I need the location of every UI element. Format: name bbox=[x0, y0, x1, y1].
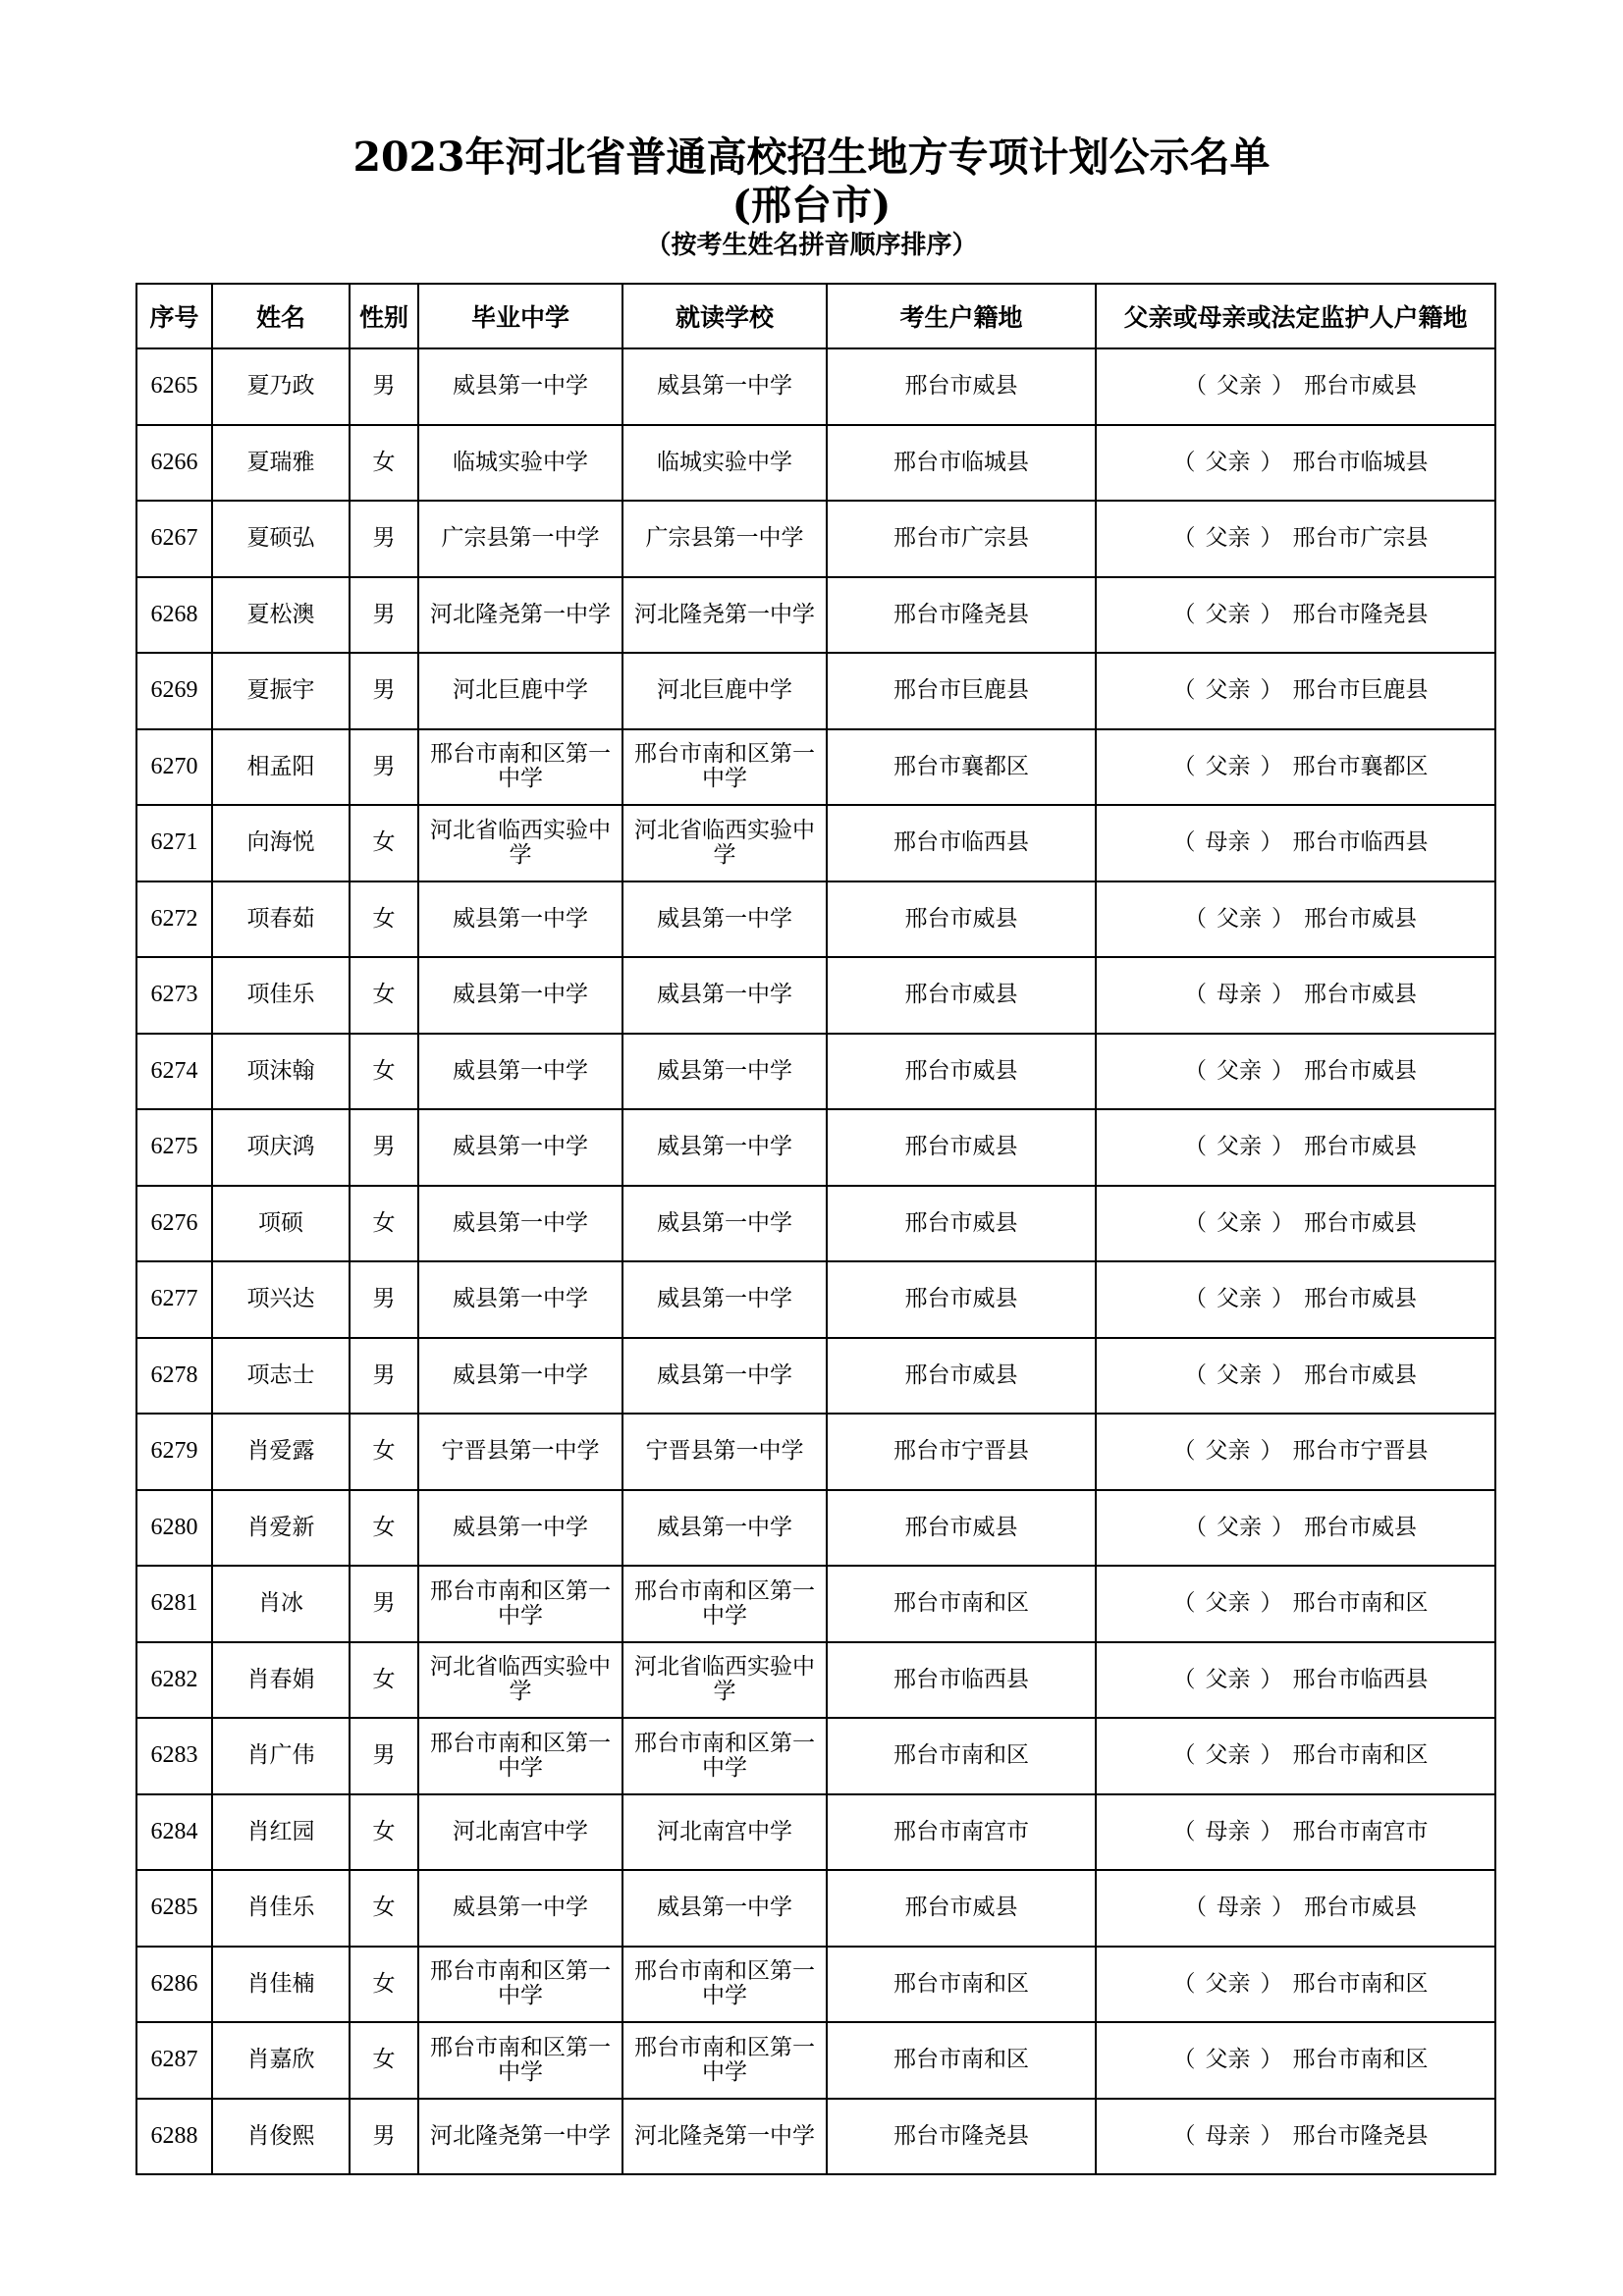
guardian-place: 邢台市南和区 bbox=[1292, 1742, 1429, 1769]
cell-gender: 男 bbox=[350, 348, 418, 425]
cell-name: 肖嘉欣 bbox=[212, 2022, 350, 2099]
cell-gender: 女 bbox=[350, 805, 418, 881]
cell-guardian-hukou: （ 母亲 ） 邢台市南宫市 bbox=[1096, 1794, 1495, 1871]
cell-seq: 6285 bbox=[136, 1870, 212, 1947]
guardian-relation: 父亲 bbox=[1205, 1742, 1251, 1769]
table-row bbox=[136, 729, 1495, 806]
cell-seq: 6270 bbox=[136, 729, 212, 806]
cell-name: 夏硕弘 bbox=[212, 501, 350, 577]
cell-gender: 男 bbox=[350, 1566, 418, 1642]
cell-gender: 男 bbox=[350, 653, 418, 729]
guardian-place: 邢台市南和区 bbox=[1292, 1590, 1429, 1617]
cell-seq: 6286 bbox=[136, 1947, 212, 2023]
cell-seq: 6273 bbox=[136, 957, 212, 1034]
cell-gender: 男 bbox=[350, 577, 418, 654]
cell-hukou: 邢台市临西县 bbox=[827, 805, 1096, 881]
cell-grad-school: 邢台市南和区第一中学 bbox=[418, 1947, 622, 2023]
cell-study-school: 河北省临西实验中学 bbox=[622, 805, 827, 881]
guardian-relation: 父亲 bbox=[1205, 2047, 1251, 2073]
table-row bbox=[136, 501, 1495, 577]
header-gender: 性别 bbox=[350, 284, 418, 348]
cell-gender: 女 bbox=[350, 1794, 418, 1871]
header-name: 姓名 bbox=[212, 284, 350, 348]
cell-study-school: 威县第一中学 bbox=[622, 1034, 827, 1110]
cell-hukou: 邢台市临西县 bbox=[827, 1642, 1096, 1719]
cell-grad-school: 河北南宫中学 bbox=[418, 1794, 622, 1871]
cell-name: 肖广伟 bbox=[212, 1718, 350, 1794]
guardian-place: 邢台市威县 bbox=[1304, 1362, 1417, 1388]
cell-study-school: 威县第一中学 bbox=[622, 1109, 827, 1186]
cell-guardian-hukou: （ 父亲 ） 邢台市南和区 bbox=[1096, 1947, 1495, 2023]
cell-grad-school: 河北巨鹿中学 bbox=[418, 653, 622, 729]
cell-seq: 6280 bbox=[136, 1490, 212, 1567]
cell-gender: 女 bbox=[350, 1186, 418, 1262]
cell-grad-school: 威县第一中学 bbox=[418, 1034, 622, 1110]
cell-hukou: 邢台市隆尧县 bbox=[827, 2099, 1096, 2175]
cell-guardian-hukou: （ 父亲 ） 邢台市南和区 bbox=[1096, 2022, 1495, 2099]
cell-seq: 6284 bbox=[136, 1794, 212, 1871]
guardian-relation: 父亲 bbox=[1205, 677, 1251, 704]
table-row bbox=[136, 881, 1495, 958]
cell-hukou: 邢台市广宗县 bbox=[827, 501, 1096, 577]
header-hukou: 考生户籍地 bbox=[827, 284, 1096, 348]
sort-note: （按考生姓名拼音顺序排序） bbox=[645, 231, 978, 260]
cell-hukou: 邢台市隆尧县 bbox=[827, 577, 1096, 654]
cell-seq: 6265 bbox=[136, 348, 212, 425]
cell-gender: 女 bbox=[350, 1414, 418, 1490]
cell-grad-school: 邢台市南和区第一中学 bbox=[418, 1718, 622, 1794]
cell-seq: 6277 bbox=[136, 1261, 212, 1338]
header-guardian-hukou: 父亲或母亲或法定监护人户籍地 bbox=[1096, 284, 1495, 348]
guardian-place: 邢台市威县 bbox=[1304, 1209, 1417, 1236]
cell-hukou: 邢台市南宫市 bbox=[827, 1794, 1096, 1871]
cell-study-school: 宁晋县第一中学 bbox=[622, 1414, 827, 1490]
cell-name: 夏瑞雅 bbox=[212, 425, 350, 502]
cell-guardian-hukou: （ 父亲 ） 邢台市威县 bbox=[1096, 1109, 1495, 1186]
guardian-relation: 父亲 bbox=[1217, 1057, 1262, 1084]
cell-guardian-hukou: （ 母亲 ） 邢台市隆尧县 bbox=[1096, 2099, 1495, 2175]
table-row bbox=[136, 957, 1495, 1034]
guardian-place: 邢台市威县 bbox=[1304, 1286, 1417, 1312]
guardian-place: 邢台市威县 bbox=[1304, 1514, 1417, 1540]
admission-list-table bbox=[135, 283, 1496, 2175]
guardian-place: 邢台市宁晋县 bbox=[1292, 1438, 1429, 1465]
guardian-place: 邢台市巨鹿县 bbox=[1292, 677, 1429, 704]
table-row bbox=[136, 1794, 1495, 1871]
cell-seq: 6267 bbox=[136, 501, 212, 577]
table-row bbox=[136, 1947, 1495, 2023]
guardian-place: 邢台市隆尧县 bbox=[1292, 2122, 1429, 2149]
cell-grad-school: 河北省临西实验中学 bbox=[418, 1642, 622, 1719]
guardian-relation: 父亲 bbox=[1217, 373, 1262, 400]
cell-seq: 6278 bbox=[136, 1338, 212, 1415]
cell-name: 向海悦 bbox=[212, 805, 350, 881]
guardian-relation: 父亲 bbox=[1217, 1362, 1262, 1388]
cell-gender: 男 bbox=[350, 1718, 418, 1794]
cell-seq: 6288 bbox=[136, 2099, 212, 2175]
guardian-relation: 父亲 bbox=[1217, 1514, 1262, 1540]
cell-seq: 6276 bbox=[136, 1186, 212, 1262]
cell-name: 肖佳楠 bbox=[212, 1947, 350, 2023]
guardian-relation: 父亲 bbox=[1205, 1970, 1251, 1997]
cell-study-school: 威县第一中学 bbox=[622, 1870, 827, 1947]
cell-name: 肖冰 bbox=[212, 1566, 350, 1642]
cell-guardian-hukou: （ 父亲 ） 邢台市威县 bbox=[1096, 881, 1495, 958]
guardian-relation: 父亲 bbox=[1205, 449, 1251, 475]
cell-gender: 男 bbox=[350, 1338, 418, 1415]
cell-study-school: 威县第一中学 bbox=[622, 1490, 827, 1567]
table-row bbox=[136, 1490, 1495, 1567]
guardian-relation: 母亲 bbox=[1205, 2122, 1251, 2149]
cell-name: 项硕 bbox=[212, 1186, 350, 1262]
cell-study-school: 邢台市南和区第一中学 bbox=[622, 2022, 827, 2099]
header-grad-school: 毕业中学 bbox=[418, 284, 622, 348]
cell-seq: 6283 bbox=[136, 1718, 212, 1794]
table-row bbox=[136, 653, 1495, 729]
cell-grad-school: 邢台市南和区第一中学 bbox=[418, 2022, 622, 2099]
header-seq: 序号 bbox=[136, 284, 212, 348]
cell-grad-school: 威县第一中学 bbox=[418, 957, 622, 1034]
cell-guardian-hukou: （ 父亲 ） 邢台市威县 bbox=[1096, 348, 1495, 425]
table-row bbox=[136, 2022, 1495, 2099]
guardian-relation: 母亲 bbox=[1205, 1818, 1251, 1844]
cell-hukou: 邢台市南和区 bbox=[827, 1718, 1096, 1794]
guardian-place: 邢台市南宫市 bbox=[1292, 1818, 1429, 1844]
cell-grad-school: 威县第一中学 bbox=[418, 1186, 622, 1262]
cell-name: 项庆鸿 bbox=[212, 1109, 350, 1186]
cell-seq: 6279 bbox=[136, 1414, 212, 1490]
cell-study-school: 广宗县第一中学 bbox=[622, 501, 827, 577]
table-header-row bbox=[136, 284, 1495, 348]
cell-name: 肖红园 bbox=[212, 1794, 350, 1871]
cell-name: 相孟阳 bbox=[212, 729, 350, 806]
cell-study-school: 威县第一中学 bbox=[622, 1186, 827, 1262]
cell-hukou: 邢台市威县 bbox=[827, 957, 1096, 1034]
cell-grad-school: 威县第一中学 bbox=[418, 1490, 622, 1567]
cell-guardian-hukou: （ 父亲 ） 邢台市临西县 bbox=[1096, 1642, 1495, 1719]
guardian-relation: 母亲 bbox=[1205, 829, 1251, 856]
cell-name: 肖爱露 bbox=[212, 1414, 350, 1490]
cell-gender: 男 bbox=[350, 729, 418, 806]
cell-hukou: 邢台市威县 bbox=[827, 1034, 1096, 1110]
guardian-place: 邢台市广宗县 bbox=[1292, 525, 1429, 552]
cell-gender: 女 bbox=[350, 2022, 418, 2099]
cell-grad-school: 邢台市南和区第一中学 bbox=[418, 1566, 622, 1642]
cell-hukou: 邢台市威县 bbox=[827, 1186, 1096, 1262]
table-row bbox=[136, 425, 1495, 502]
guardian-relation: 父亲 bbox=[1217, 905, 1262, 932]
guardian-place: 邢台市威县 bbox=[1304, 1057, 1417, 1084]
cell-name: 肖佳乐 bbox=[212, 1870, 350, 1947]
guardian-relation: 母亲 bbox=[1217, 982, 1262, 1008]
cell-grad-school: 广宗县第一中学 bbox=[418, 501, 622, 577]
cell-name: 夏松澳 bbox=[212, 577, 350, 654]
cell-study-school: 威县第一中学 bbox=[622, 1261, 827, 1338]
table-row bbox=[136, 1566, 1495, 1642]
guardian-relation: 父亲 bbox=[1205, 753, 1251, 779]
cell-study-school: 威县第一中学 bbox=[622, 1338, 827, 1415]
cell-guardian-hukou: （ 父亲 ） 邢台市南和区 bbox=[1096, 1566, 1495, 1642]
cell-seq: 6271 bbox=[136, 805, 212, 881]
table-row bbox=[136, 1109, 1495, 1186]
cell-name: 夏乃政 bbox=[212, 348, 350, 425]
guardian-relation: 父亲 bbox=[1217, 1209, 1262, 1236]
cell-study-school: 邢台市南和区第一中学 bbox=[622, 729, 827, 806]
cell-gender: 女 bbox=[350, 881, 418, 958]
guardian-place: 邢台市南和区 bbox=[1292, 1970, 1429, 1997]
guardian-relation: 母亲 bbox=[1217, 1895, 1262, 1921]
cell-name: 项沫翰 bbox=[212, 1034, 350, 1110]
guardian-relation: 父亲 bbox=[1217, 1286, 1262, 1312]
cell-guardian-hukou: （ 母亲 ） 邢台市威县 bbox=[1096, 1870, 1495, 1947]
cell-gender: 女 bbox=[350, 957, 418, 1034]
cell-hukou: 邢台市宁晋县 bbox=[827, 1414, 1096, 1490]
cell-hukou: 邢台市南和区 bbox=[827, 1947, 1096, 2023]
cell-seq: 6282 bbox=[136, 1642, 212, 1719]
cell-guardian-hukou: （ 父亲 ） 邢台市南和区 bbox=[1096, 1718, 1495, 1794]
cell-name: 肖爱新 bbox=[212, 1490, 350, 1567]
table-row bbox=[136, 1261, 1495, 1338]
guardian-place: 邢台市威县 bbox=[1304, 1895, 1417, 1921]
cell-gender: 男 bbox=[350, 1109, 418, 1186]
cell-guardian-hukou: （ 父亲 ） 邢台市巨鹿县 bbox=[1096, 653, 1495, 729]
guardian-place: 邢台市临西县 bbox=[1292, 829, 1429, 856]
cell-grad-school: 邢台市南和区第一中学 bbox=[418, 729, 622, 806]
cell-hukou: 邢台市南和区 bbox=[827, 2022, 1096, 2099]
cell-guardian-hukou: （ 父亲 ） 邢台市临城县 bbox=[1096, 425, 1495, 502]
cell-hukou: 邢台市威县 bbox=[827, 881, 1096, 958]
cell-grad-school: 威县第一中学 bbox=[418, 1870, 622, 1947]
guardian-place: 邢台市襄都区 bbox=[1292, 753, 1429, 779]
table-row bbox=[136, 348, 1495, 425]
guardian-relation: 父亲 bbox=[1217, 1134, 1262, 1160]
guardian-place: 邢台市威县 bbox=[1304, 373, 1417, 400]
cell-grad-school: 威县第一中学 bbox=[418, 1109, 622, 1186]
cell-gender: 男 bbox=[350, 501, 418, 577]
table-row bbox=[136, 805, 1495, 881]
table-row bbox=[136, 2099, 1495, 2175]
document-title: 2023年河北省普通高校招生地方专项计划公示名单 bbox=[352, 133, 1271, 181]
cell-hukou: 邢台市威县 bbox=[827, 348, 1096, 425]
cell-seq: 6274 bbox=[136, 1034, 212, 1110]
cell-gender: 女 bbox=[350, 1870, 418, 1947]
cell-gender: 女 bbox=[350, 1490, 418, 1567]
cell-hukou: 邢台市威县 bbox=[827, 1870, 1096, 1947]
cell-grad-school: 临城实验中学 bbox=[418, 425, 622, 502]
cell-hukou: 邢台市临城县 bbox=[827, 425, 1096, 502]
cell-study-school: 邢台市南和区第一中学 bbox=[622, 1718, 827, 1794]
cell-guardian-hukou: （ 父亲 ） 邢台市威县 bbox=[1096, 1261, 1495, 1338]
guardian-place: 邢台市临西县 bbox=[1292, 1666, 1429, 1692]
cell-guardian-hukou: （ 父亲 ） 邢台市威县 bbox=[1096, 1338, 1495, 1415]
document-subtitle: (邢台市) bbox=[731, 182, 892, 229]
cell-seq: 6281 bbox=[136, 1566, 212, 1642]
cell-study-school: 河北省临西实验中学 bbox=[622, 1642, 827, 1719]
cell-gender: 女 bbox=[350, 1947, 418, 2023]
cell-grad-school: 威县第一中学 bbox=[418, 881, 622, 958]
cell-gender: 女 bbox=[350, 1642, 418, 1719]
cell-study-school: 邢台市南和区第一中学 bbox=[622, 1566, 827, 1642]
cell-gender: 女 bbox=[350, 1034, 418, 1110]
cell-seq: 6269 bbox=[136, 653, 212, 729]
table-row bbox=[136, 1642, 1495, 1719]
cell-study-school: 威县第一中学 bbox=[622, 957, 827, 1034]
cell-guardian-hukou: （ 父亲 ） 邢台市威县 bbox=[1096, 1490, 1495, 1567]
cell-guardian-hukou: （ 母亲 ） 邢台市临西县 bbox=[1096, 805, 1495, 881]
cell-hukou: 邢台市威县 bbox=[827, 1338, 1096, 1415]
cell-grad-school: 威县第一中学 bbox=[418, 1261, 622, 1338]
cell-guardian-hukou: （ 父亲 ） 邢台市隆尧县 bbox=[1096, 577, 1495, 654]
table-row bbox=[136, 1338, 1495, 1415]
cell-hukou: 邢台市南和区 bbox=[827, 1566, 1096, 1642]
cell-name: 项志士 bbox=[212, 1338, 350, 1415]
cell-name: 夏振宇 bbox=[212, 653, 350, 729]
cell-grad-school: 河北隆尧第一中学 bbox=[418, 577, 622, 654]
cell-gender: 女 bbox=[350, 425, 418, 502]
cell-name: 项兴达 bbox=[212, 1261, 350, 1338]
cell-guardian-hukou: （ 父亲 ） 邢台市威县 bbox=[1096, 1186, 1495, 1262]
cell-guardian-hukou: （ 父亲 ） 邢台市宁晋县 bbox=[1096, 1414, 1495, 1490]
guardian-place: 邢台市南和区 bbox=[1292, 2047, 1429, 2073]
table-row bbox=[136, 1870, 1495, 1947]
cell-hukou: 邢台市威县 bbox=[827, 1109, 1096, 1186]
cell-study-school: 河北隆尧第一中学 bbox=[622, 2099, 827, 2175]
cell-study-school: 威县第一中学 bbox=[622, 348, 827, 425]
cell-name: 项佳乐 bbox=[212, 957, 350, 1034]
table-row bbox=[136, 577, 1495, 654]
header-study-school: 就读学校 bbox=[622, 284, 827, 348]
cell-hukou: 邢台市襄都区 bbox=[827, 729, 1096, 806]
cell-seq: 6266 bbox=[136, 425, 212, 502]
cell-seq: 6268 bbox=[136, 577, 212, 654]
guardian-relation: 父亲 bbox=[1205, 1666, 1251, 1692]
guardian-place: 邢台市威县 bbox=[1304, 982, 1417, 1008]
cell-grad-school: 威县第一中学 bbox=[418, 348, 622, 425]
cell-seq: 6287 bbox=[136, 2022, 212, 2099]
cell-guardian-hukou: （ 父亲 ） 邢台市襄都区 bbox=[1096, 729, 1495, 806]
table-row bbox=[136, 1186, 1495, 1262]
cell-guardian-hukou: （ 母亲 ） 邢台市威县 bbox=[1096, 957, 1495, 1034]
table-row bbox=[136, 1718, 1495, 1794]
guardian-relation: 父亲 bbox=[1205, 601, 1251, 627]
cell-study-school: 威县第一中学 bbox=[622, 881, 827, 958]
cell-name: 肖春娟 bbox=[212, 1642, 350, 1719]
cell-guardian-hukou: （ 父亲 ） 邢台市威县 bbox=[1096, 1034, 1495, 1110]
cell-seq: 6272 bbox=[136, 881, 212, 958]
cell-guardian-hukou: （ 父亲 ） 邢台市广宗县 bbox=[1096, 501, 1495, 577]
cell-study-school: 河北南宫中学 bbox=[622, 1794, 827, 1871]
cell-grad-school: 河北省临西实验中学 bbox=[418, 805, 622, 881]
guardian-relation: 父亲 bbox=[1205, 525, 1251, 552]
cell-name: 肖俊熙 bbox=[212, 2099, 350, 2175]
table-row bbox=[136, 1034, 1495, 1110]
guardian-place: 邢台市威县 bbox=[1304, 905, 1417, 932]
cell-grad-school: 河北隆尧第一中学 bbox=[418, 2099, 622, 2175]
cell-grad-school: 威县第一中学 bbox=[418, 1338, 622, 1415]
guardian-place: 邢台市威县 bbox=[1304, 1134, 1417, 1160]
cell-name: 项春茹 bbox=[212, 881, 350, 958]
cell-study-school: 临城实验中学 bbox=[622, 425, 827, 502]
table-row bbox=[136, 1414, 1495, 1490]
guardian-relation: 父亲 bbox=[1205, 1590, 1251, 1617]
guardian-place: 邢台市隆尧县 bbox=[1292, 601, 1429, 627]
guardian-relation: 父亲 bbox=[1205, 1438, 1251, 1465]
cell-study-school: 河北巨鹿中学 bbox=[622, 653, 827, 729]
cell-gender: 男 bbox=[350, 2099, 418, 2175]
cell-hukou: 邢台市威县 bbox=[827, 1490, 1096, 1567]
guardian-place: 邢台市临城县 bbox=[1292, 449, 1429, 475]
cell-hukou: 邢台市巨鹿县 bbox=[827, 653, 1096, 729]
cell-grad-school: 宁晋县第一中学 bbox=[418, 1414, 622, 1490]
cell-hukou: 邢台市威县 bbox=[827, 1261, 1096, 1338]
cell-study-school: 河北隆尧第一中学 bbox=[622, 577, 827, 654]
cell-study-school: 邢台市南和区第一中学 bbox=[622, 1947, 827, 2023]
cell-gender: 男 bbox=[350, 1261, 418, 1338]
cell-seq: 6275 bbox=[136, 1109, 212, 1186]
